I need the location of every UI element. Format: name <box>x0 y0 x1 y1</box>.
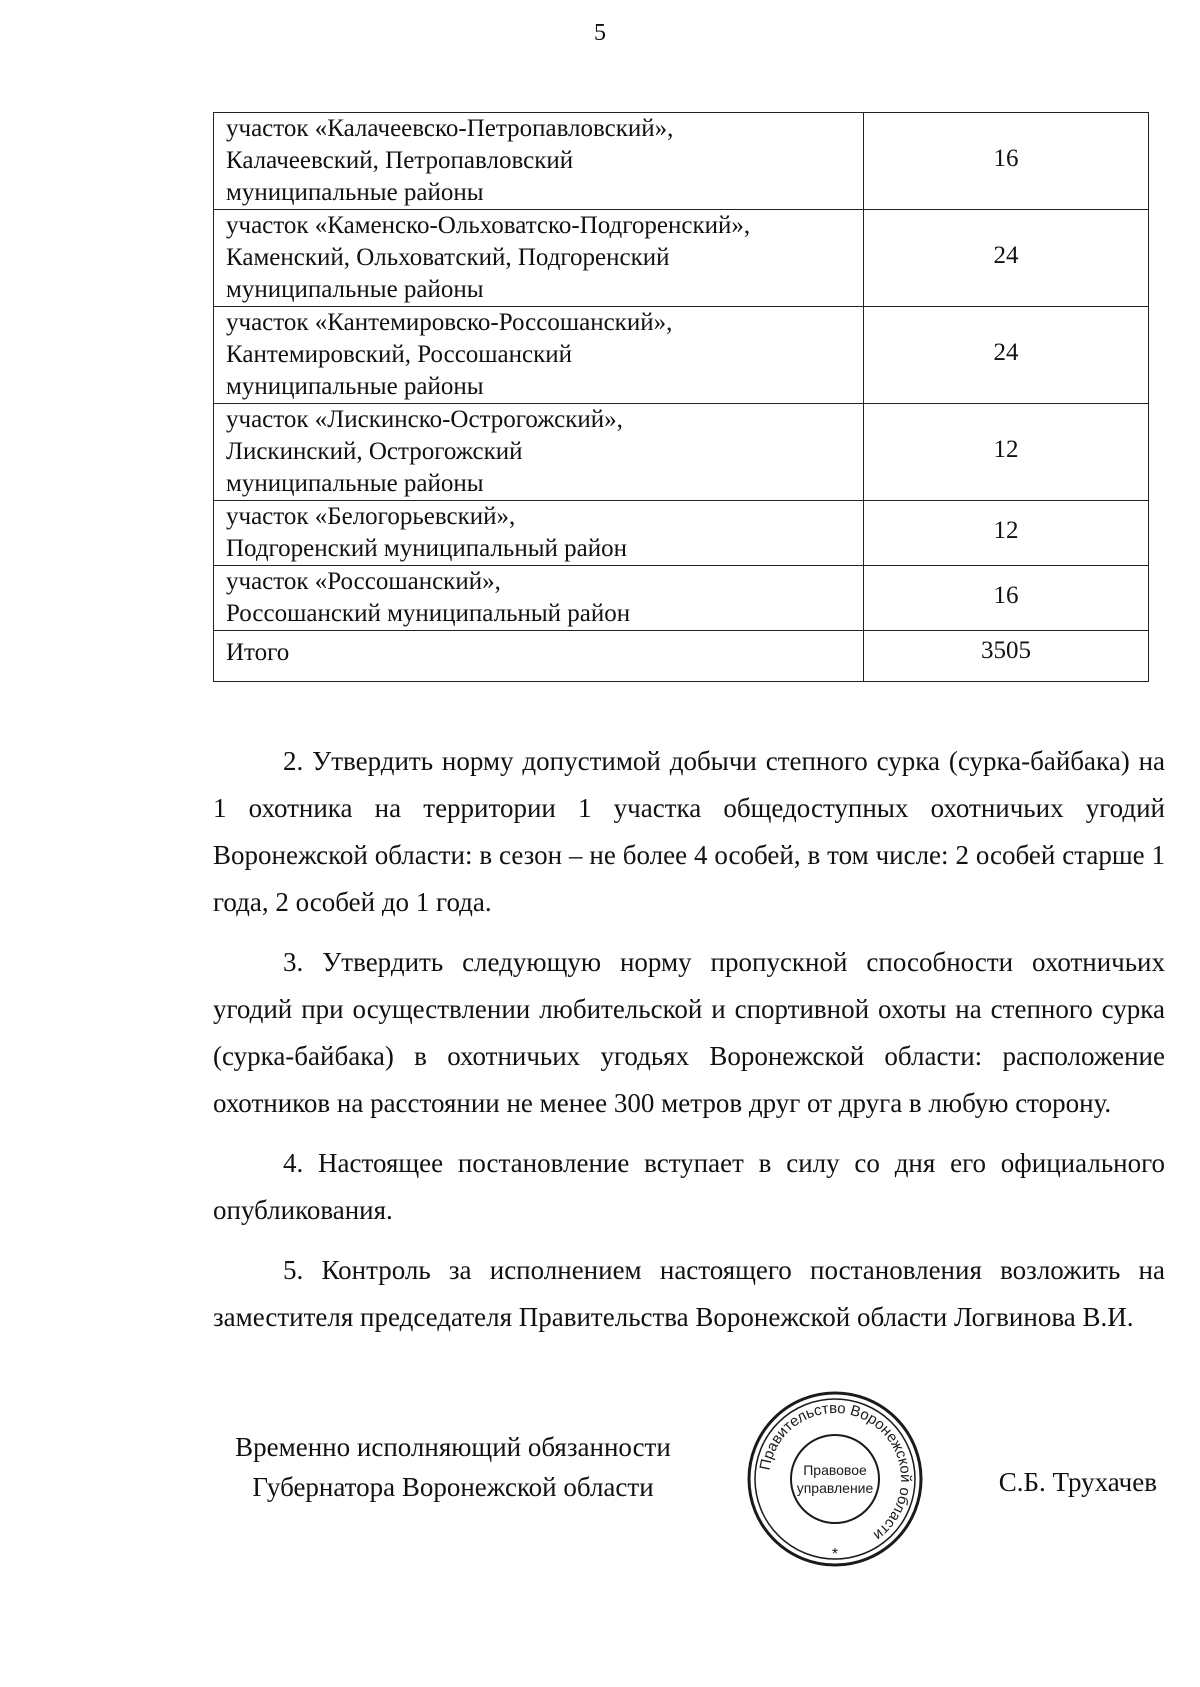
document-body <box>213 738 1165 1354</box>
area-name-line: Каменский, Ольховатский, Подгоренский <box>226 244 670 271</box>
quota-value: 16 <box>864 566 1149 631</box>
area-name-line: Калачеевский, Петропавловский <box>226 147 574 174</box>
area-name-line: участок «Лискинско-Острогожский», <box>226 406 623 433</box>
table-row <box>214 566 1149 631</box>
area-name-line: Кантемировский, Россошанский <box>226 341 573 368</box>
area-name-line: участок «Каменско-Ольховатско-Подгоренский», <box>226 212 751 239</box>
signature-block <box>213 1399 1165 1657</box>
quota-value: 12 <box>864 404 1149 501</box>
area-name-line: муниципальные районы <box>226 470 484 497</box>
quota-value: 24 <box>864 307 1149 404</box>
signatory-name: С.Б. Трухачев <box>998 1467 1157 1497</box>
area-name-cell <box>214 113 864 210</box>
total-label <box>214 631 864 682</box>
paragraph-2: 2. Утвердить норму допустимой добычи степного сурка (сурка-байбака) на 1 охотника на территории 1 участка общедоступных охотничьих угодий Воронежской области: в сезон – не более 4 особей, в том числе: 2 особей старше 1 года, 2 особей до 1 года. <box>213 746 1165 917</box>
area-name-cell <box>214 566 864 631</box>
total-label-text: Итого <box>226 639 290 666</box>
signatory-title <box>213 1427 693 1507</box>
seal-star: * <box>831 1546 839 1563</box>
table-total-row <box>214 631 1149 682</box>
table-row <box>214 404 1149 501</box>
paragraph-3: 3. Утвердить следующую норму пропускной способности охотничьих угодий при осуществлении любительской и спортивной охоты на степного сурка (сурка-байбака) в охотничьих угодьях Воронежской области: расположение охотников на расстоянии не менее 300 метров друг от друга в любую сторону. <box>213 947 1165 1118</box>
table-row <box>214 210 1149 307</box>
signatory-title-line: Губернатора Воронежской области <box>252 1472 654 1502</box>
total-value: 3505 <box>864 631 1149 682</box>
official-seal-icon <box>745 1389 925 1569</box>
signatory-title-line: Временно исполняющий обязанности <box>235 1432 671 1462</box>
seal-inner-line: Правовое <box>803 1462 867 1478</box>
page-number: 5 <box>594 20 606 46</box>
quota-value: 24 <box>864 210 1149 307</box>
seal-outer-text: Правительство Воронежской области <box>756 1399 915 1544</box>
area-name-line: участок «Калачеевско-Петропавловский», <box>226 115 674 142</box>
paragraph-4: 4. Настоящее постановление вступает в силу со дня его официального опубликования. <box>213 1148 1165 1225</box>
area-name-line: Подгоренский муниципальный район <box>226 535 627 562</box>
table-row <box>214 113 1149 210</box>
area-name-line: Лискинский, Острогожский <box>226 438 523 465</box>
area-name-line: участок «Кантемировско-Россошанский», <box>226 309 673 336</box>
paragraph-5: 5. Контроль за исполнением настоящего постановления возложить на заместителя председателя Правительства Воронежской области Логвинова В.И. <box>213 1255 1165 1332</box>
area-name-cell <box>214 501 864 566</box>
area-name-cell <box>214 307 864 404</box>
area-name-line: муниципальные районы <box>226 179 484 206</box>
quota-value: 12 <box>864 501 1149 566</box>
seal-inner-line: управление <box>796 1480 874 1496</box>
table-row <box>214 501 1149 566</box>
area-name-cell <box>214 404 864 501</box>
area-name-line: участок «Россошанский», <box>226 568 501 595</box>
area-name-line: муниципальные районы <box>226 373 484 400</box>
area-name-cell <box>214 210 864 307</box>
quota-table <box>213 112 1149 682</box>
table-row <box>214 307 1149 404</box>
area-name-line: муниципальные районы <box>226 276 484 303</box>
area-name-line: Россошанский муниципальный район <box>226 600 631 627</box>
area-name-line: участок «Белогорьевский», <box>226 503 516 530</box>
quota-value: 16 <box>864 113 1149 210</box>
